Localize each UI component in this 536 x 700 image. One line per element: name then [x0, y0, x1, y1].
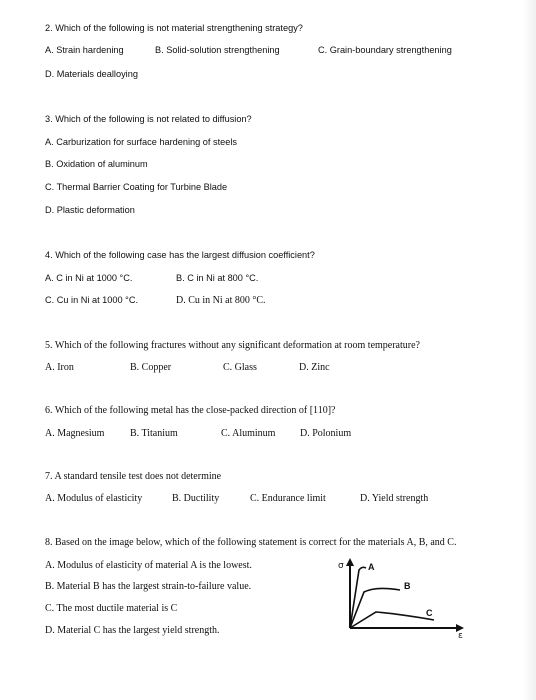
page-edge-shadow [522, 0, 536, 700]
curve-label-a: A [368, 562, 375, 572]
q2-option-d: D. Materials dealloying [45, 69, 138, 79]
q8-option-c: C. The most ductile material is C [45, 603, 178, 614]
q3-option-d: D. Plastic deformation [45, 205, 135, 215]
q5-option-a: A. Iron [45, 362, 74, 373]
y-axis-label: σ [338, 561, 344, 571]
q4-option-b: B. C in Ni at 800 °C. [176, 273, 259, 283]
q7-option-b: B. Ductility [172, 493, 220, 504]
q7-option-d: D. Yield strength [360, 493, 429, 504]
q8-option-b: B. Material B has the largest strain-to-failure value. [45, 581, 252, 592]
stress-strain-graph [330, 556, 480, 638]
q3-option-a: A. Carburization for surface hardening of steels [45, 137, 238, 147]
curve-label-b: B [404, 581, 411, 591]
q5-option-d: D. Zinc [299, 362, 330, 373]
q7-option-c: C. Endurance limit [250, 493, 326, 504]
stress-strain-svg [330, 556, 480, 638]
q2-option-c: C. Grain-boundary strengthening [318, 45, 452, 55]
q4-option-c: C. Cu in Ni at 1000 °C. [45, 295, 139, 305]
q5-option-c: C. Glass [223, 362, 257, 373]
q8-option-d: D. Material C has the largest yield strength. [45, 625, 220, 636]
q6-option-a: A. Magnesium [45, 428, 105, 439]
question-5-text: 5. Which of the following fractures without any significant deformation at room temperature? [45, 340, 420, 351]
question-6-text: 6. Which of the following metal has the close-packed direction of [110]? [45, 405, 336, 416]
q6-option-c: C. Aluminum [221, 428, 276, 439]
q8-option-a: A. Modulus of elasticity of material A is the lowest. [45, 560, 252, 571]
q2-option-a: A. Strain hardening [45, 45, 124, 55]
q4-option-d: D. Cu in Ni at 800 °C. [176, 295, 266, 306]
q6-option-d: D. Polonium [300, 428, 352, 439]
question-8-text: 8. Based on the image below, which of the following statement is correct for the materials A, B, and C. [45, 537, 457, 548]
curve-b [350, 588, 400, 628]
question-7-text: 7. A standard tensile test does not determine [45, 471, 222, 482]
q3-option-b: B. Oxidation of aluminum [45, 159, 148, 169]
curve-label-c: C [426, 608, 433, 618]
question-4-text: 4. Which of the following case has the largest diffusion coefficient? [45, 250, 315, 260]
question-3-text: 3. Which of the following is not related to diffusion? [45, 114, 252, 124]
x-axis-label: ε [458, 631, 463, 638]
q3-option-c: C. Thermal Barrier Coating for Turbine Blade [45, 182, 228, 192]
question-2-text: 2. Which of the following is not material strengthening strategy? [45, 23, 303, 33]
q5-option-b: B. Copper [130, 362, 172, 373]
y-axis-arrow [346, 558, 354, 566]
curve-c [350, 612, 434, 628]
q2-option-b: B. Solid-solution strengthening [155, 45, 280, 55]
q7-option-a: A. Modulus of elasticity [45, 493, 143, 504]
q6-option-b: B. Titanium [130, 428, 178, 439]
q4-option-a: A. C in Ni at 1000 °C. [45, 273, 133, 283]
